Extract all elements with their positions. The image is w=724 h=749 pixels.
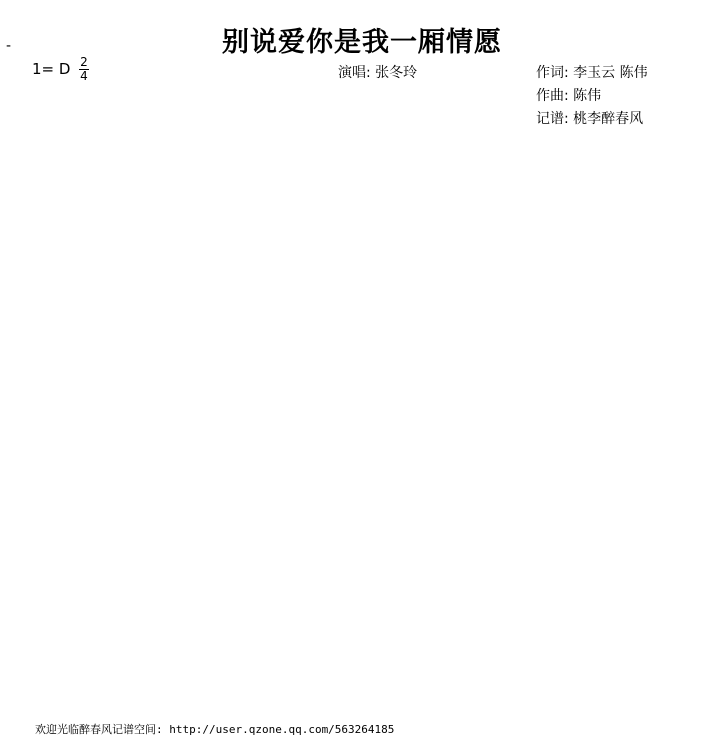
footer-link: 欢迎光临醉春风记谱空间: http://user.qzone.qq.com/563264185	[35, 723, 395, 736]
transcriber-credit: 记谱: 桃李醉春风	[536, 111, 644, 127]
time-signature	[79, 57, 89, 82]
key-signature: 1= D	[32, 60, 71, 78]
corner-dash: -	[6, 38, 12, 54]
score-body	[24, 120, 692, 708]
meter-top: 2	[80, 55, 88, 69]
composer-credit: 作曲: 陈伟	[536, 88, 602, 104]
singer-credit: 演唱: 张冬玲	[338, 65, 418, 81]
song-title: 别说爱你是我一厢情愿	[222, 27, 502, 58]
lyricist-credit: 作词: 李玉云 陈伟	[536, 65, 648, 81]
meter-bottom: 4	[80, 69, 88, 83]
